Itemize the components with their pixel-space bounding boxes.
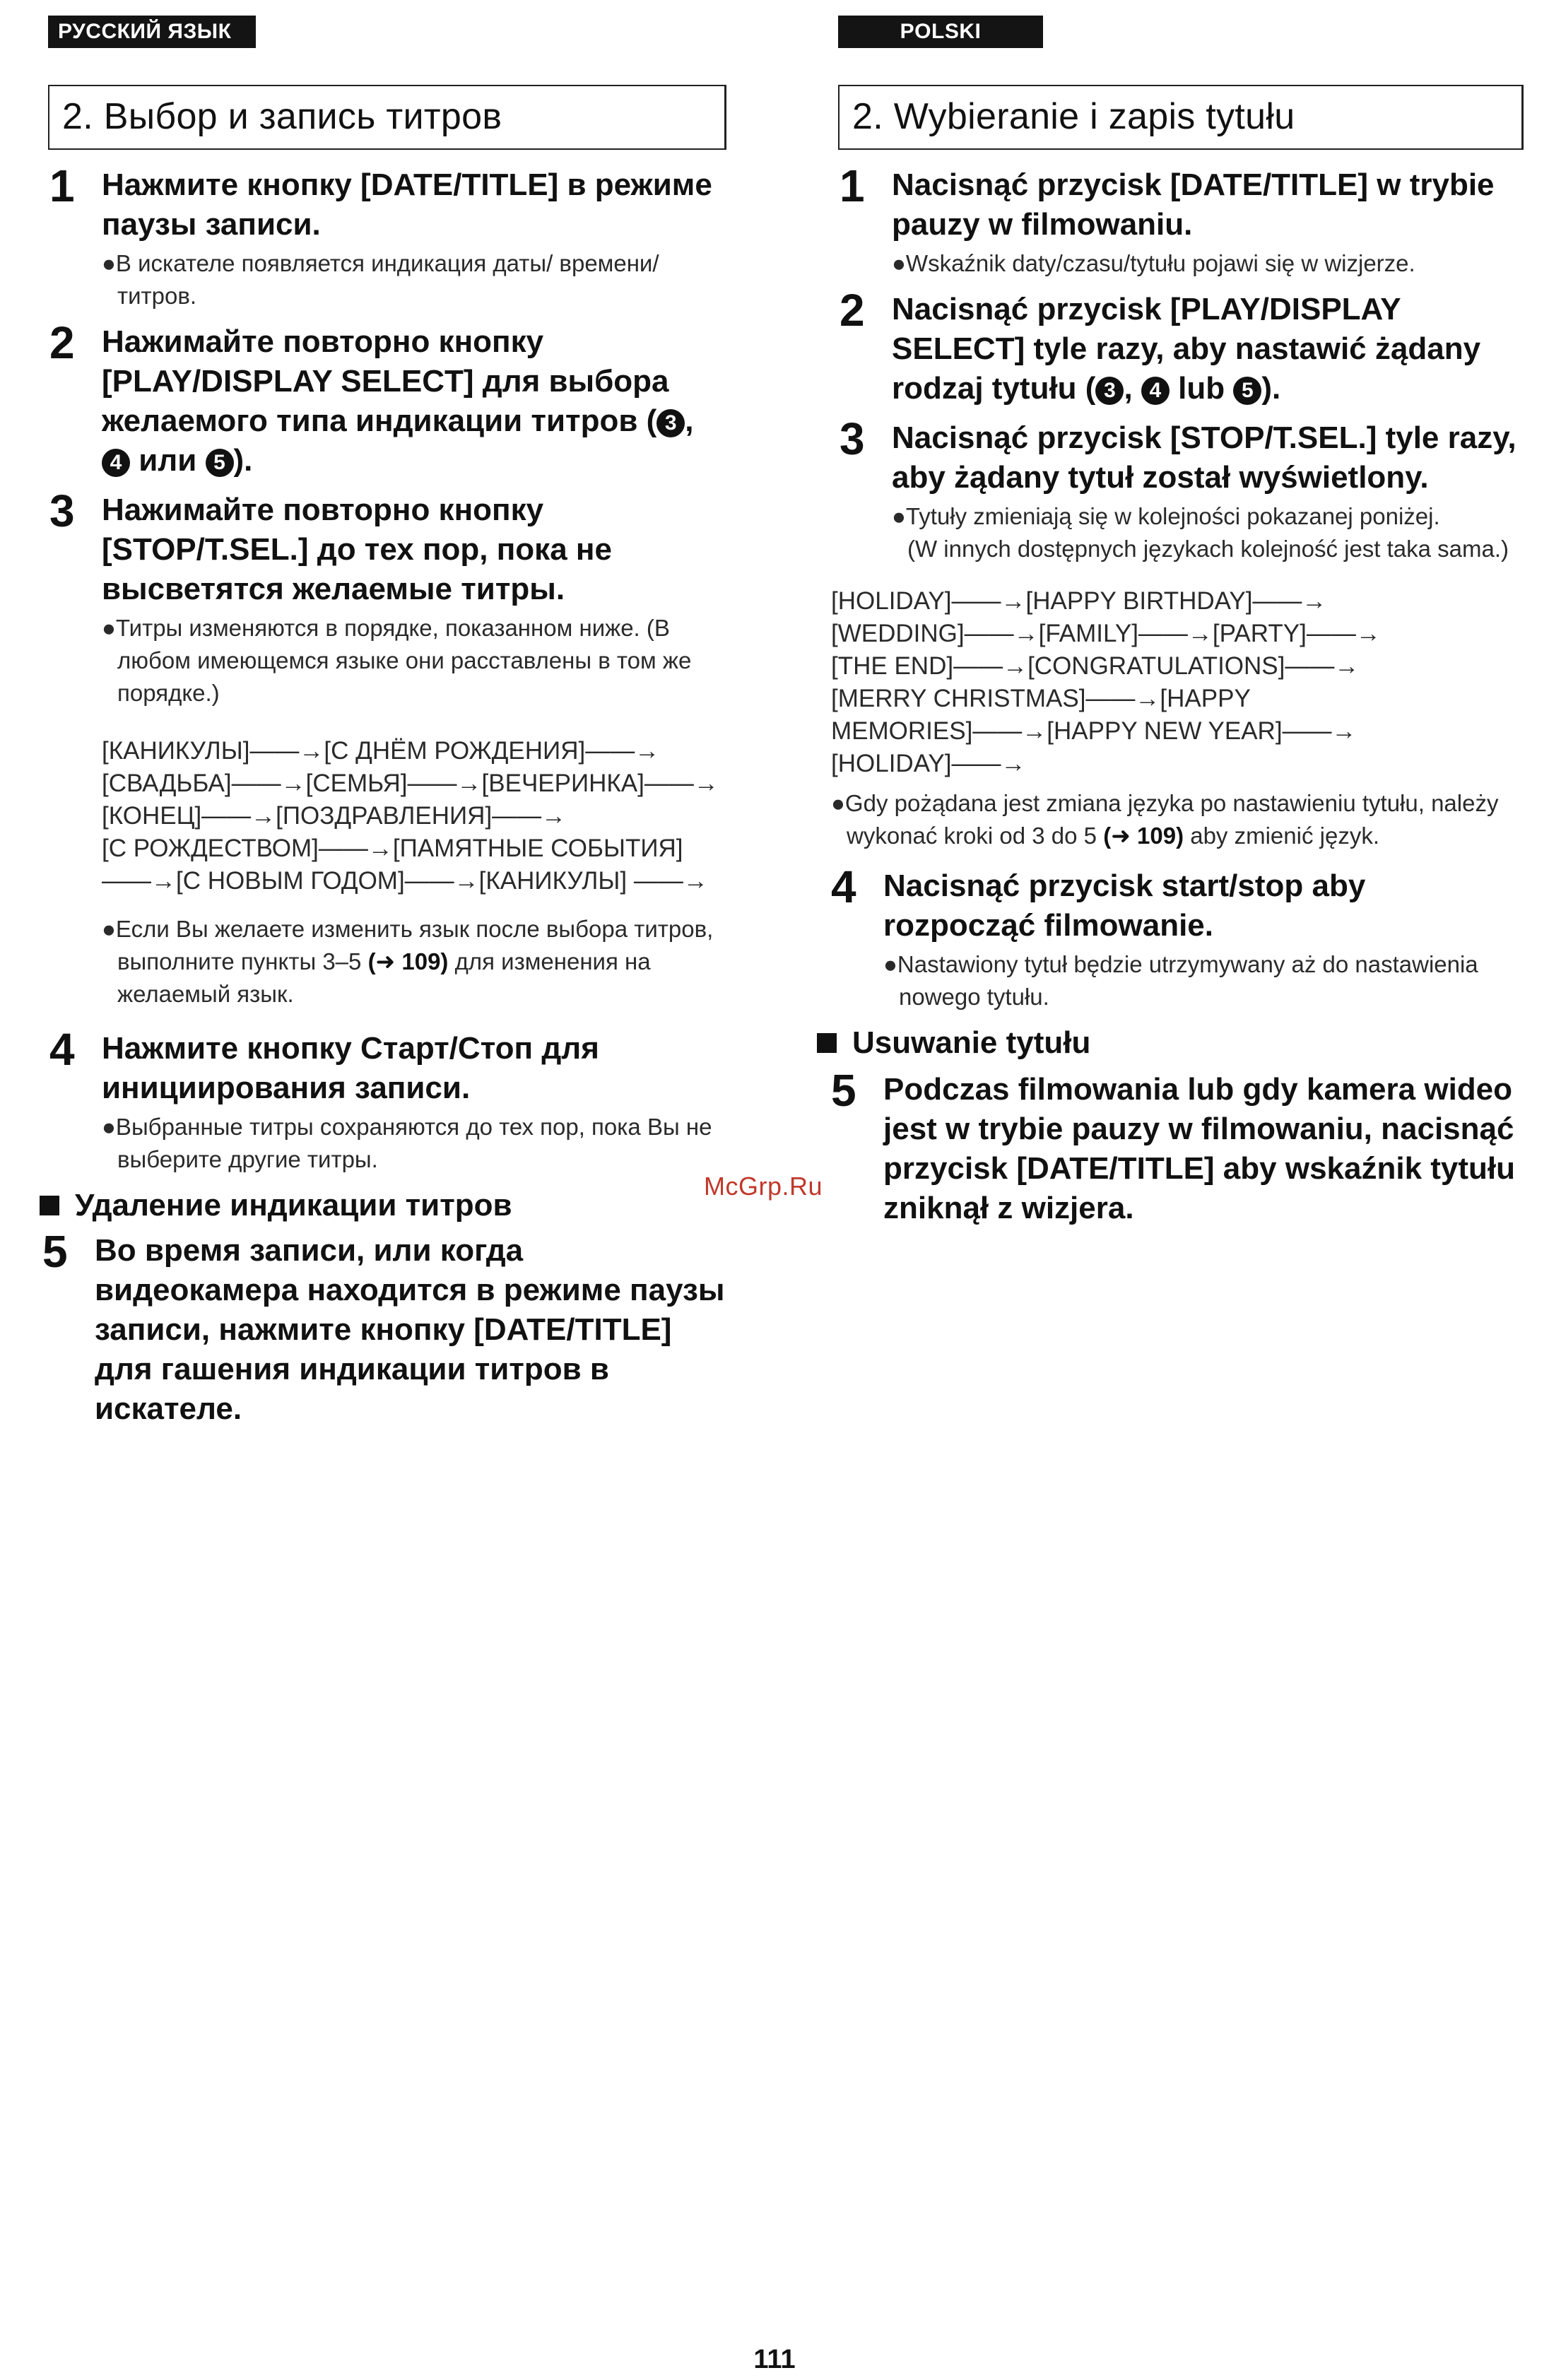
step-text [102, 322, 726, 481]
step-text: Нажимайте повторно кнопку [STOP/T.SEL.] до тех пор, пока не высветятся желаемые титры. [102, 493, 612, 606]
step-number: 3 [840, 413, 865, 464]
note-text: ●Если Вы желаете изменить язык после выбора титров, выполните пункты 3–5 [102, 916, 714, 974]
step-number: 3 [49, 485, 75, 536]
flow-line: [HOLIDAY]——→[HAPPY BIRTHDAY]——→ [831, 587, 1327, 615]
flow-line: ——→[С НОВЫМ ГОДОМ]——→[КАНИКУЛЫ] ——→ [102, 867, 708, 895]
title-order-flow [831, 585, 1516, 780]
note-text: для изменения на желаемый язык. [117, 948, 651, 1007]
step-number: 5 [42, 1226, 68, 1277]
step-text: Nacisnąć przycisk [DATE/TITLE] w trybie pauzy w filmowaniu. [892, 167, 1495, 242]
step-text: Во время записи, или когда видеокамера находится в режиме паузы записи, нажмите кнопку [DATE/TITLE] для гашения индикации титров в искателе. [95, 1233, 725, 1426]
ru-subheading [40, 1186, 726, 1225]
step-number: 1 [840, 160, 865, 211]
subheading-text: Usuwanie tytułu [852, 1025, 1091, 1060]
page-number: 111 [753, 2345, 796, 2374]
flow-line: [КОНЕЦ]——→[ПОЗДРАВЛЕНИЯ]——→ [102, 802, 567, 830]
step-number: 5 [831, 1065, 856, 1116]
square-bullet-icon [40, 1196, 59, 1215]
step-note: ●Wskaźnik daty/czasu/tytułu pojawi się w wizjerze. [892, 250, 1415, 276]
flow-line: [КАНИКУЛЫ]——→[С ДНЁМ РОЖДЕНИЯ]——→ [102, 737, 660, 765]
ru-step-1 [48, 160, 726, 312]
russian-column [42, 16, 726, 1429]
step-text-end: ). [1261, 371, 1281, 406]
step-number: 4 [49, 1024, 75, 1075]
step-number: 2 [840, 285, 865, 336]
separator: , [1124, 371, 1141, 406]
step-text: Nacisnąć przycisk start/stop aby rozpocząć filmowanie. [883, 868, 1366, 943]
separator: или [130, 443, 206, 478]
pl-step-2 [838, 285, 1516, 408]
step-number: 2 [49, 317, 75, 368]
step-note: ●В искателе появляется индикация даты/ времени/титров. [102, 250, 659, 309]
square-bullet-icon [817, 1033, 837, 1053]
section-title-polish: 2. Wybieranie i zapis tytułu [838, 85, 1524, 150]
circled-5-icon: 5 [206, 449, 234, 477]
step-text-main: Нажимайте повторно кнопку [PLAY/DISPLAY SELECT] для выбора желаемого типа индикации титров ( [102, 324, 669, 438]
ru-step-2 [48, 317, 726, 481]
language-change-note [831, 787, 1516, 852]
step-number: 4 [831, 861, 856, 912]
page-reference: (➜ 109) [367, 948, 449, 974]
circled-3-icon: 3 [1095, 377, 1124, 405]
page-reference: (➜ 109) [1103, 823, 1184, 849]
flow-line: [HOLIDAY]——→ [831, 750, 1026, 777]
note-text-extra: (W innych dostępnych językach kolejność jest taka sama.) [907, 536, 1509, 562]
step-note [892, 500, 1516, 565]
language-tag-russian: РУССКИЙ ЯЗЫК [48, 16, 256, 48]
circled-3-icon: 3 [656, 409, 685, 437]
step-text: Podczas filmowania lub gdy kamera wideo jest w trybie pauzy w filmowaniu, nacisnąć przycisk [DATE/TITLE] aby wskaźnik tytułu zniknął z wizjera. [883, 1072, 1516, 1225]
flow-line: [WEDDING]——→[FAMILY]——→[PARTY]——→ [831, 620, 1381, 647]
step-text-end: ). [233, 443, 253, 478]
language-change-note [102, 913, 726, 1011]
flow-line: [THE END]——→[CONGRATULATIONS]——→ [831, 652, 1360, 680]
step-note: ●Титры изменяются в порядке, показанном ниже. (В любом имеющемся языке они расставлены в том же порядке.) [102, 615, 692, 706]
polish-column [831, 16, 1516, 1228]
title-order-flow [102, 735, 726, 897]
flow-line: MEMORIES]——→[HAPPY NEW YEAR]——→ [831, 717, 1357, 745]
circled-4-icon: 4 [1141, 377, 1170, 405]
step-text-main: Nacisnąć przycisk [PLAY/DISPLAY SELECT] tyle razy, aby nastawić żądany rodzaj tytułu ( [892, 292, 1481, 406]
step-text: Nacisnąć przycisk [STOP/T.SEL.] tyle razy, aby żądany tytuł został wyświetlony. [892, 420, 1516, 495]
flow-line: [MERRY CHRISTMAS]——→[HAPPY [831, 685, 1251, 712]
flow-line: [СВАДЬБА]——→[СЕМЬЯ]——→[ВЕЧЕРИНКА]——→ [102, 770, 719, 797]
ru-step-4 [48, 1024, 726, 1176]
circled-5-icon: 5 [1233, 377, 1261, 405]
note-text: ●Gdy pożądana jest zmiana języka po nastawieniu tytułu, należy wykonać kroki od 3 do 5 [831, 790, 1499, 849]
circled-4-icon: 4 [102, 449, 130, 477]
step-note: ●Выбранные титры сохраняются до тех пор, пока Вы не выберите другие титры. [102, 1114, 712, 1172]
step-note: ●Nastawiony tytuł będzie utrzymywany aż do nastawienia nowego tytułu. [883, 951, 1478, 1010]
separator: lub [1169, 371, 1234, 406]
step-text: Нажмите кнопку Старт/Стоп для инициирования записи. [102, 1031, 599, 1105]
step-text [892, 290, 1516, 408]
ru-step-3 [48, 485, 726, 1011]
section-title-russian: 2. Выбор и запись титров [48, 85, 726, 150]
pl-step-4 [830, 861, 1516, 1013]
subheading-text: Удаление индикации титров [75, 1188, 512, 1223]
pl-subheading [817, 1023, 1516, 1063]
step-text: Нажмите кнопку [DATE/TITLE] в режиме паузы записи. [102, 167, 712, 242]
pl-step-3 [838, 413, 1516, 565]
watermark: McGrp.Ru [704, 1172, 823, 1201]
separator: , [685, 403, 694, 438]
pl-step-1 [838, 160, 1516, 280]
language-tag-polish: POLSKI [838, 16, 1043, 48]
flow-line: [С РОЖДЕСТВОМ]——→[ПАМЯТНЫЕ СОБЫТИЯ] [102, 835, 683, 862]
step-number: 1 [49, 160, 75, 211]
ru-step-5 [41, 1226, 726, 1429]
note-text: aby zmienić język. [1184, 823, 1379, 849]
note-text: ●Tytuły zmieniają się w kolejności pokazanej poniżej. [892, 503, 1440, 529]
pl-step-5 [830, 1065, 1516, 1228]
